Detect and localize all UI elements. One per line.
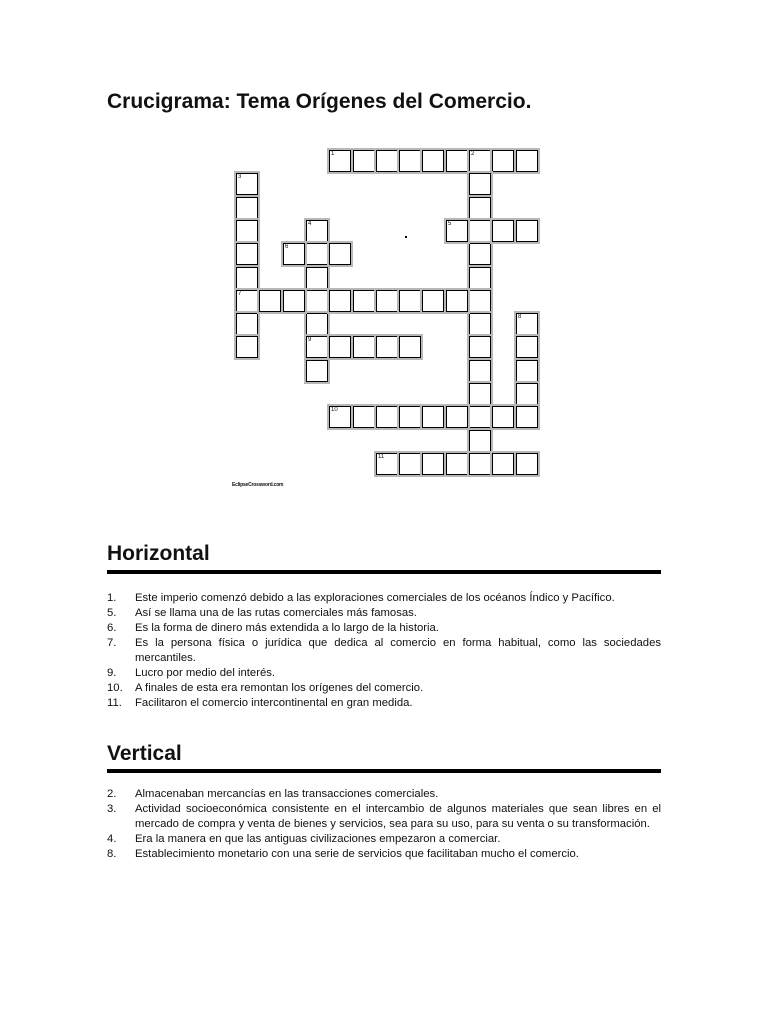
crossword-cell[interactable]	[376, 290, 398, 312]
horizontal-rule	[107, 570, 661, 574]
crossword-cell[interactable]	[469, 197, 491, 219]
crossword-cell[interactable]	[306, 336, 328, 358]
crossword-cell[interactable]	[469, 406, 491, 428]
crossword-cell[interactable]	[329, 150, 351, 172]
crossword-cell[interactable]	[259, 290, 281, 312]
crossword-cell[interactable]	[446, 220, 468, 242]
crossword-cell[interactable]	[469, 290, 491, 312]
clue-item-text: Lucro por medio del interés.	[135, 667, 276, 679]
clue-number: 11	[378, 454, 385, 460]
vertical-rule	[107, 769, 661, 773]
clue-item	[107, 847, 661, 862]
crossword-cell[interactable]	[236, 173, 258, 195]
crossword-cell[interactable]	[446, 290, 468, 312]
crossword-cell[interactable]	[446, 150, 468, 172]
crossword-cell[interactable]	[306, 313, 328, 335]
clue-item-text: Este imperio comenzó debido a las exploraciones comerciales de los océanos Índico y Pacífico.	[135, 592, 615, 604]
crossword-cell[interactable]	[422, 150, 444, 172]
crossword-cell[interactable]	[353, 290, 375, 312]
crossword-cell[interactable]	[399, 290, 421, 312]
clue-number: 4	[308, 221, 312, 227]
clue-item	[107, 696, 661, 711]
clue-item	[107, 606, 661, 621]
clue-item	[107, 832, 661, 847]
crossword-cell[interactable]	[469, 173, 491, 195]
crossword-cell[interactable]	[492, 406, 514, 428]
crossword-cell[interactable]	[469, 150, 491, 172]
clue-item-number: 5.	[107, 607, 117, 619]
crossword-cell[interactable]	[516, 150, 538, 172]
crossword-cell[interactable]	[516, 383, 538, 405]
clue-item-text: A finales de esta era remontan los orígenes del comercio.	[135, 682, 424, 694]
horizontal-clues	[107, 591, 661, 711]
vertical-heading: Vertical	[107, 742, 182, 765]
crossword-cell[interactable]	[376, 150, 398, 172]
clue-item-text: Actividad socioeconómica consistente en el intercambio de algunos materiales que sean libres en el mercado de compra y venta de bienes y servicios, sea para su uso, para su venta o su transformación.	[135, 803, 661, 830]
vertical-clues	[107, 787, 661, 862]
crossword-cell[interactable]	[469, 267, 491, 289]
clue-number: 9	[308, 337, 312, 343]
crossword-cell[interactable]	[329, 243, 351, 265]
crossword-cell[interactable]	[283, 290, 305, 312]
clue-item	[107, 787, 661, 802]
crossword-cell[interactable]	[422, 453, 444, 475]
clue-number: 1	[331, 151, 335, 157]
crossword-cell[interactable]	[236, 267, 258, 289]
clue-item-text: Así se llama una de las rutas comerciales más famosas.	[135, 607, 417, 619]
crossword-cell[interactable]	[469, 313, 491, 335]
crossword-cell[interactable]	[236, 243, 258, 265]
clue-item-number: 1.	[107, 592, 117, 604]
crossword-cell[interactable]	[516, 406, 538, 428]
clue-item-number: 8.	[107, 848, 117, 860]
crossword-cell[interactable]	[469, 360, 491, 382]
crossword-cell[interactable]	[516, 336, 538, 358]
crossword-cell[interactable]	[306, 267, 328, 289]
stray-dot	[405, 236, 407, 238]
clue-number: 8	[518, 314, 522, 320]
crossword-cell[interactable]	[516, 220, 538, 242]
crossword-cell[interactable]	[329, 336, 351, 358]
crossword-cell[interactable]	[306, 290, 328, 312]
clue-item-number: 7.	[107, 637, 117, 649]
clue-item-number: 4.	[107, 833, 117, 845]
crossword-cell[interactable]	[236, 336, 258, 358]
crossword-cell[interactable]	[306, 243, 328, 265]
crossword-cell[interactable]	[329, 406, 351, 428]
clue-item-text: Es la forma de dinero más extendida a lo largo de la historia.	[135, 622, 439, 634]
crossword-cell[interactable]	[516, 360, 538, 382]
clue-item-text: Es la persona física o jurídica que dedica al comercio en forma habitual, como las sociedades mercantiles.	[135, 637, 661, 664]
crossword-cell[interactable]	[236, 313, 258, 335]
page-title: Crucigrama: Tema Orígenes del Comercio.	[107, 90, 532, 113]
crossword-cell[interactable]	[353, 336, 375, 358]
crossword-cell[interactable]	[306, 220, 328, 242]
crossword-cell[interactable]	[329, 290, 351, 312]
crossword-cell[interactable]	[469, 453, 491, 475]
clue-item	[107, 591, 661, 606]
crossword-cell[interactable]	[469, 383, 491, 405]
clue-item-number: 11.	[107, 697, 122, 709]
crossword-cell[interactable]	[516, 313, 538, 335]
clue-item-number: 3.	[107, 803, 117, 815]
clue-item-text: Facilitaron el comercio intercontinental en gran medida.	[135, 697, 413, 709]
crossword-cell[interactable]	[446, 406, 468, 428]
clue-number: 7	[238, 291, 242, 297]
crossword-cell[interactable]	[469, 243, 491, 265]
crossword-cell[interactable]	[353, 406, 375, 428]
clue-number: 5	[448, 221, 452, 227]
crossword-cell[interactable]	[376, 336, 398, 358]
clue-number: 6	[285, 244, 289, 250]
crossword-cell[interactable]	[492, 453, 514, 475]
clue-item-text: Almacenaban mercancías en las transacciones comerciales.	[135, 788, 439, 800]
clue-item-number: 10.	[107, 682, 123, 694]
horizontal-heading: Horizontal	[107, 542, 210, 565]
crossword-cell[interactable]	[422, 406, 444, 428]
crossword-cell[interactable]	[306, 360, 328, 382]
crossword-cell[interactable]	[446, 453, 468, 475]
crossword-cell[interactable]	[492, 220, 514, 242]
crossword-cell[interactable]	[236, 290, 258, 312]
crossword-cell[interactable]	[283, 243, 305, 265]
crossword-cell[interactable]	[353, 150, 375, 172]
clue-item	[107, 666, 661, 681]
crossword-cell[interactable]	[469, 220, 491, 242]
clue-item	[107, 621, 661, 636]
clue-item-number: 9.	[107, 667, 117, 679]
crossword-cell[interactable]	[469, 430, 491, 452]
crossword-cell[interactable]	[492, 150, 514, 172]
crossword-cell[interactable]	[399, 406, 421, 428]
clue-item	[107, 681, 661, 696]
crossword-grid	[0, 0, 768, 500]
crossword-cell[interactable]	[376, 453, 398, 475]
crossword-cell[interactable]	[236, 197, 258, 219]
crossword-cell[interactable]	[399, 336, 421, 358]
clue-item-number: 6.	[107, 622, 117, 634]
clue-number: 3	[238, 174, 242, 180]
crossword-cell[interactable]	[399, 453, 421, 475]
crossword-cell[interactable]	[236, 220, 258, 242]
crossword-cell[interactable]	[469, 336, 491, 358]
crossword-cell[interactable]	[516, 453, 538, 475]
crossword-cell[interactable]	[422, 290, 444, 312]
clue-item-text: Establecimiento monetario con una serie de servicios que facilitaban mucho el comercio.	[135, 848, 579, 860]
clue-item-text: Era la manera en que las antiguas civilizaciones empezaron a comerciar.	[135, 833, 501, 845]
clue-number: 2	[471, 151, 475, 157]
crossword-cell[interactable]	[399, 150, 421, 172]
clue-item	[107, 802, 661, 832]
crossword-cell[interactable]	[376, 406, 398, 428]
clue-item-number: 2.	[107, 788, 117, 800]
credit-text: EclipseCrossword.com	[232, 482, 284, 488]
clue-item	[107, 636, 661, 666]
clue-number: 10	[331, 407, 338, 413]
